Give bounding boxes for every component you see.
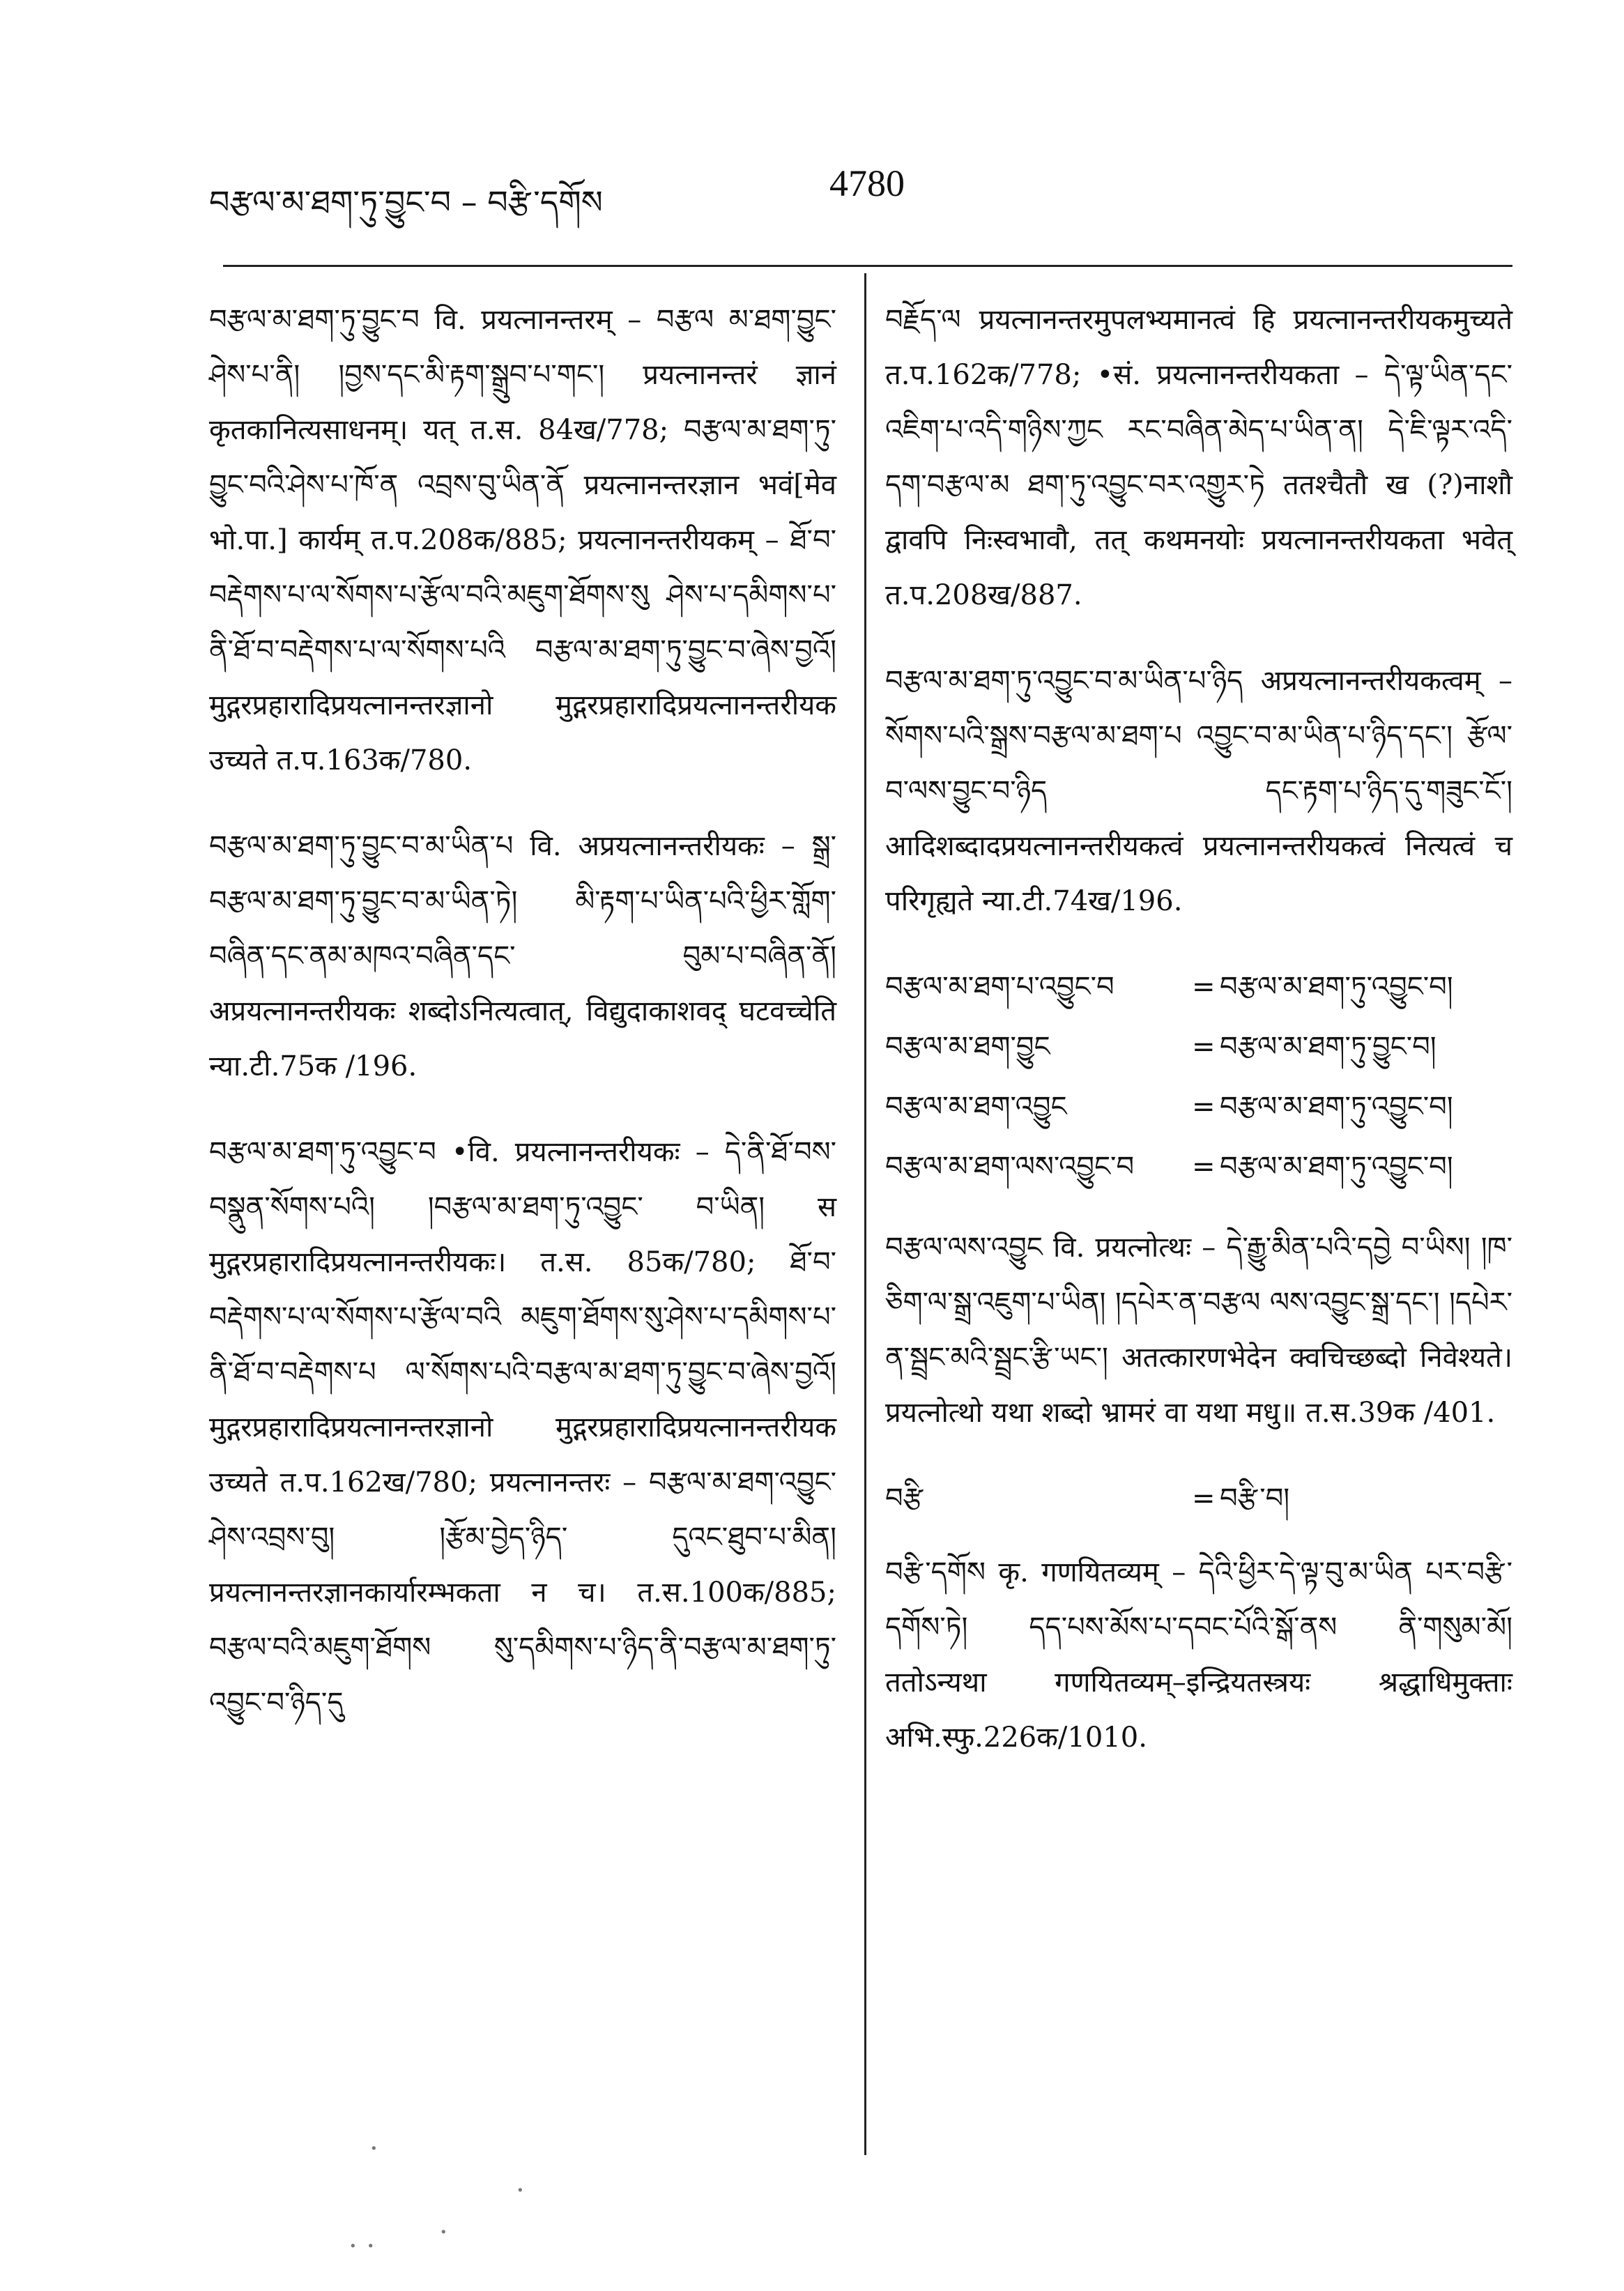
cross-ref-target: བརྩལ་མ་ཐག་ཏུ་འབྱུང་བ།	[1220, 971, 1453, 1003]
scan-speck: · ·	[348, 2230, 376, 2262]
cross-ref-target: བརྩལ་མ་ཐག་ཏུ་འབྱུང་བ།	[1220, 1151, 1453, 1183]
equals-sign: =	[1192, 1091, 1216, 1123]
scan-speck: ·	[369, 2133, 378, 2165]
cross-ref-term: བརྩི	[885, 1482, 924, 1515]
cross-reference	[885, 1020, 1512, 1080]
equals-sign: =	[1192, 1151, 1216, 1183]
running-head: བརྩལ་མ་ཐག་ཏུ་བྱུང་བ – བརྩི་དགོས	[209, 183, 603, 221]
dictionary-entry: བརྩལ་མ་ཐག་ཏུ་འབྱུང་བ •वि. प्रयत्नानन्तरीयकः – དེ་ནི་ཐོ་བས་བསྣུན་སོགས་པའི། །བརྩལ་མ་ཐག་ཏུ་འབྱུང་ བ་ཡིན། स मुद्गरप्रहारादिप्रयत्नानन्तरीयकः। त.स. 85क/780; ཐོ་བ་བརྡེགས་པ་ལ་སོགས་པ་རྩོལ་བའི མཇུག་ཐོགས་སུ་ཤེས་པ་དམིགས་པ་ནི་ཐོ་བ་བརྡེགས་པ ལ་སོགས་པའི་བརྩལ་མ་ཐག་ཏུ་བྱུང་བ་ཞེས་བྱའོ། मुद्गरप्रहारादिप्रयत्नानन्तरज्ञानो मुद्गरप्रहारादिप्रयत्नानन्तरीयक उच्यते त.प.162ख/780; प्रयत्नानन्तरः – བརྩལ་མ་ཐག་འབྱུང་ཤེས་འབྲས་བུ། །རྩོམ་བྱེད་ཉིད་ དུའང་ཐུབ་པ་མིན། प्रयत्नानन्तरज्ञानकार्यारम्भकता न च। त.स.100क/885; བརྩལ་བའི་མཇུག་ཐོགས སུ་དམིགས་པ་ཉིད་ནི་བརྩལ་མ་ཐག་ཏུ་འབྱུང་བ་ཉིད་དུ	[209, 1136, 836, 1719]
cross-reference	[885, 960, 1512, 1020]
cross-reference	[885, 1471, 1512, 1531]
scan-speck: ·	[516, 2175, 525, 2207]
dictionary-entry: བརྗོད་ལ प्रयत्नानन्तरमुपलभ्यमानत्वं हि प्रयत्नानन्तरीयकमुच्यते त.प.162क/778; •सं. प्रयत्नानन्तरीयकता – དེ་ལྟ་ཡིན་དང་འཇིག་པ་འདི་གཉིས་ཀྱང རང་བཞིན་མེད་པ་ཡིན་ན། དེ་ཇི་ལྟར་འདི་དག་བརྩལ་མ ཐག་ཏུ་འབྱུང་བར་འགྱུར་ཏེ ततश्चैतौ ख (?)नाशौ द्वावपि निःस्वभावौ, तत् कथमनयोः प्रयत्नानन्तरीयकता भवेत् त.प.208ख/887.	[885, 304, 1512, 611]
cross-ref-term: བརྩལ་མ་ཐག་ལས་འབྱུང་བ	[885, 1151, 1135, 1183]
cross-reference	[885, 1140, 1512, 1200]
scan-speck: ·	[439, 2216, 448, 2248]
column-divider	[864, 273, 866, 2155]
page-number: 4780	[829, 162, 905, 204]
dictionary-entry: བརྩལ་ལས་འབྱུང वि. प्रयत्नोत्थः – དེ་རྒྱུ་མིན་པའི་དབྱེ བ་ཡིས། །ཁ་ཅིག་ལ་སྒྲ་འཇུག་པ་ཡིན། །དཔེར་ན་བརྩལ ལས་འབྱུང་སྒྲ་དང་། །དཔེར་ན་སྦྲང་མའི་སྦྲང་རྩི་ཡང་། अतत्कारणभेदेन क्वचिच्छब्दो निवेश्यते। प्रयत्नोत्थो यथा शब्दो भ्रामरं वा यथा मधु॥ त.स.39क /401.	[885, 1232, 1512, 1429]
header-rule	[223, 265, 1512, 267]
dictionary-entry: བརྩལ་མ་ཐག་ཏུ་བྱུང་བ वि. प्रयत्नानन्तरम् – བརྩལ མ་ཐག་བྱུང་ཤེས་པ་ནི། །བྱས་དང་མི་རྟག་སྒྲུབ་པ་གང་། प्रयत्नानन्तरं ज्ञानं कृतकानित्यसाधनम्। यत् त.स. 84ख/778; བརྩལ་མ་ཐག་ཏུ་བྱུང་བའི་ཤེས་པ་ཁོ་ན འབྲས་བུ་ཡིན་ནོ प्रयत्नानन्तरज्ञान भवं[मेव भो.पा.] कार्यम् त.प.208क/885; प्रयत्नानन्तरीयकम् – ཐོ་བ་བརྡེགས་པ་ལ་སོགས་པ་རྩོལ་བའི་མཇུག་ཐོགས་སུ ཤེས་པ་དམིགས་པ་ནི་ཐོ་བ་བརྡེགས་པ་ལ་སོགས་པའི བརྩལ་མ་ཐག་ཏུ་བྱུང་བ་ཞེས་བྱའོ། मुद्गरप्रहारादिप्रयत्नानन्तरज्ञानो मुद्गरप्रहारादिप्रयत्नानन्तरीयक उच्यते त.प.163क/780.	[209, 304, 836, 776]
cross-ref-target: བརྩི་བ།	[1220, 1482, 1290, 1515]
equals-sign: =	[1192, 1482, 1216, 1515]
cross-ref-term: བརྩལ་མ་ཐག་པ་འབྱུང་བ	[885, 971, 1114, 1003]
cross-ref-term: བརྩལ་མ་ཐག་བྱུང	[885, 1031, 1050, 1063]
dictionary-entry: བརྩལ་མ་ཐག་ཏུ་བྱུང་བ་མ་ཡིན་པ वि. अप्रयत्नानन्तरीयकः – སྒྲ་བརྩལ་མ་ཐག་ཏུ་བྱུང་བ་མ་ཡིན་ཏེ། མི་རྟག་པ་ཡིན་པའི་ཕྱིར་གློག་བཞིན་དང་ནམ་མཁའ་བཞིན་དང་ བུམ་པ་བཞིན་ནོ། अप्रयत्नानन्तरीयकः शब्दोऽनित्यत्वात्, विद्युदाकाशवद् घटवच्चेति न्या.टी.75क /196.	[209, 830, 836, 1082]
cross-ref-target: བརྩལ་མ་ཐག་ཏུ་འབྱུང་བ།	[1220, 1091, 1453, 1123]
cross-reference	[885, 1080, 1512, 1140]
equals-sign: =	[1192, 971, 1216, 1003]
right-column	[885, 293, 1512, 1796]
dictionary-entry: བརྩི་དགོས कृ. गणयितव्यम् – དེའི་ཕྱིར་དེ་ལྟ་བུ་མ་ཡིན པར་བརྩི་དགོས་ཏེ། དད་པས་མོས་པ་དབང་པོའི་སྒོ་ནས ནི་གསུམ་མོ། ततोऽन्यथा गणयितव्यम्–इन्द्रियतस्त्रयः श्रद्धाधिमुक्ताः अभि.स्फु.226क/1010.	[885, 1556, 1512, 1754]
left-column	[209, 293, 836, 1761]
cross-ref-term: བརྩལ་མ་ཐག་འབྱུང	[885, 1091, 1067, 1123]
cross-ref-target: བརྩལ་མ་ཐག་ཏུ་བྱུང་བ།	[1220, 1031, 1437, 1063]
equals-sign: =	[1192, 1031, 1216, 1063]
dictionary-entry: བརྩལ་མ་ཐག་ཏུ་འབྱུང་བ་མ་ཡིན་པ་ཉིད अप्रयत्नानन्तरीयकत्वम् – སོགས་པའི་སྒྲས་བརྩལ་མ་ཐག་པ འབྱུང་བ་མ་ཡིན་པ་ཉིད་དང་། རྩོལ་བ་ལས་བྱུང་བ་ཉིད དང་རྟག་པ་ཉིད་དུ་གཟུང་ངོ་། आदिशब्दादप्रयत्नानन्तरीयकत्वं प्रयत्नानन्तरीयकत्वं नित्यत्वं च परिगृह्यते न्या.टी.74ख/196.	[885, 665, 1512, 917]
